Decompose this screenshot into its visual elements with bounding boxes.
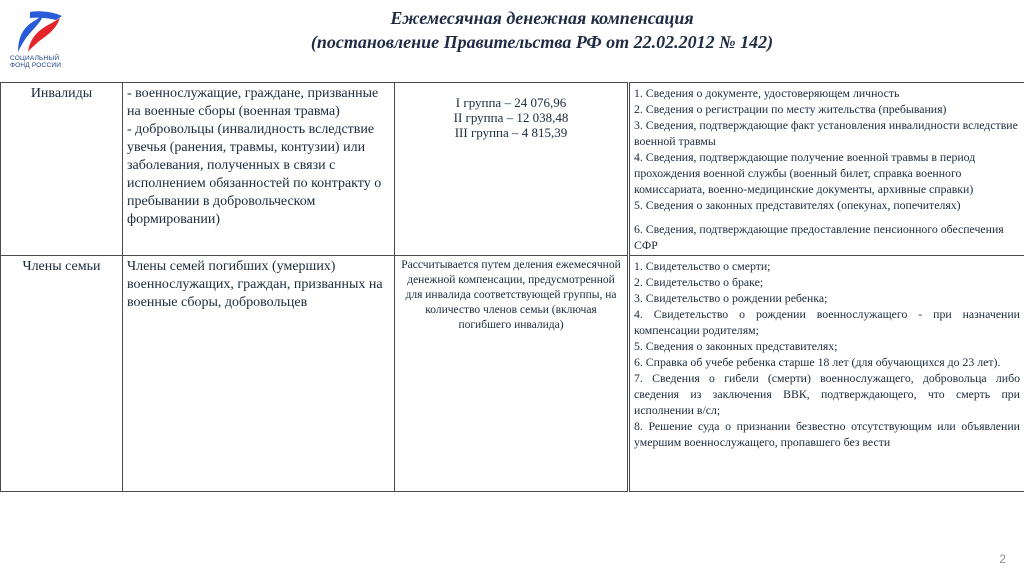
payment-group-3: III группа – 4 815,39: [454, 125, 568, 140]
spacer: [634, 213, 1020, 221]
title-line2: (постановление Правительства РФ от 22.02.2012 № 142): [310, 32, 774, 52]
document-item: 5. Сведения о законных представителях (опекунах, попечителях): [634, 198, 961, 212]
logo-caption-line1: СОЦИАЛЬНЫЙ: [10, 55, 60, 62]
document-item: 6. Сведения, подтверждающие предоставление пенсионного обеспечения СФР: [634, 222, 1004, 252]
payment-cell: [395, 83, 629, 256]
title-line1: Ежемесячная денежная компенсация: [390, 8, 694, 28]
payment-cell: Рассчитывается путем деления ежемесячной денежной компенсации, предусмотренной для инвалида соответствующей группы, на количество членов семьи (включая погибшего инвалида): [395, 256, 629, 492]
compensation-table: [0, 82, 1024, 492]
document-item: 1. Сведения о документе, удостоверяющем личность: [634, 86, 900, 100]
category-cell: Инвалиды: [1, 83, 123, 256]
document-item: 4. Свидетельство о рождении военнослужащего - при назначении компенсации родителям;: [634, 307, 1020, 337]
document-item: 3. Свидетельство о рождении ребенка;: [634, 291, 828, 305]
payment-group-2: II группа – 12 038,48: [453, 110, 569, 125]
logo-caption-line2: ФОНД РОССИИ: [10, 62, 62, 69]
page-title: [100, 6, 984, 54]
document-item: 4. Сведения, подтверждающие получение военной травмы в период прохождения военной службы (военный билет, справка военного комиссариата, военно-медицинские документы, архивные справки): [634, 150, 976, 196]
document-item: 8. Решение суда о признании безвестно отсутствующим или объявлении умершим военнослужащего, пропавшего без вести: [634, 419, 1020, 449]
document-item: 1. Свидетельство о смерти;: [634, 259, 771, 273]
document-item: 3. Сведения, подтверждающие факт установления инвалидности вследствие военной травмы: [634, 118, 1018, 148]
document-item: 5. Сведения о законных представителях;: [634, 339, 838, 353]
document-item: 6. Справка об учебе ребенка старше 18 лет (для обучающихся до 23 лет).: [634, 355, 1001, 369]
table-row-disabled: [1, 83, 1024, 256]
recipients-cell: Члены семей погибших (умерших) военнослужащих, граждан, призванных на военные сборы, добровольцев: [123, 256, 395, 492]
table-row-family: [1, 256, 1024, 492]
payment-group-1: I группа – 24 076,96: [455, 95, 567, 110]
documents-cell: [629, 256, 1024, 492]
sfr-logo: [10, 8, 70, 80]
category-cell: Члены семьи: [1, 256, 123, 492]
document-item: 7. Сведения о гибели (смерти) военнослужащего, добровольца либо сведения из заключения ВВК, подтверждающего, что смерть при исполнении в/сл;: [634, 371, 1020, 417]
logo-caption: [10, 55, 61, 69]
document-item: 2. Свидетельство о браке;: [634, 275, 764, 289]
documents-cell: [629, 83, 1024, 256]
document-item: 2. Сведения о регистрации по месту жительства (пребывания): [634, 102, 947, 116]
page-number: 2: [999, 552, 1006, 566]
sfr-logo-icon: [10, 8, 70, 58]
recipients-cell: - военнослужащие, граждане, призванные на военные сборы (военная травма) - добровольцы (инвалидность вследствие увечья (ранения, травмы, контузии) или заболевания, полученных в связи с исполнением обязанностей по контракту о пребывании в добровольческом формировании): [123, 83, 395, 256]
